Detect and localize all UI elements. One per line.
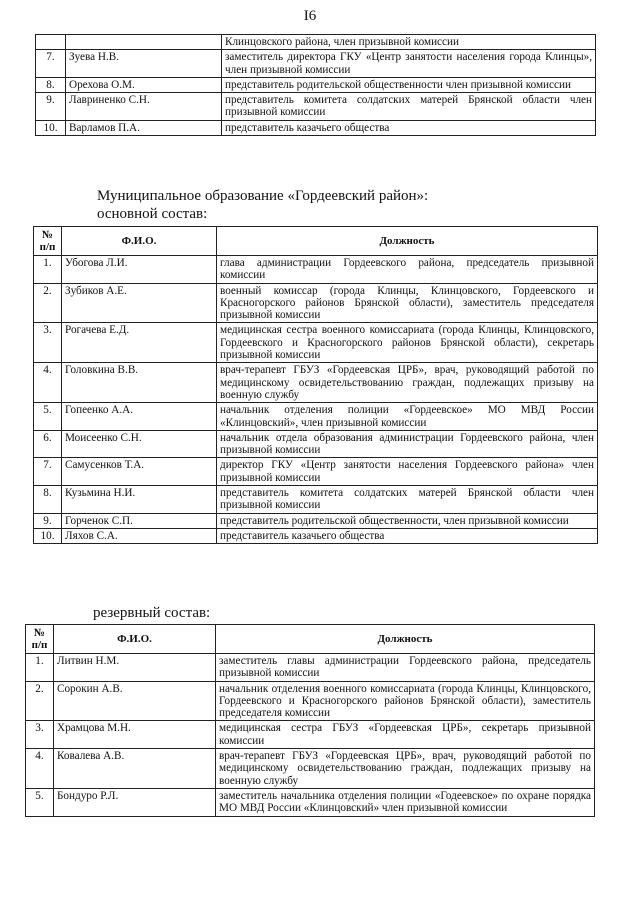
municipality-heading: Муниципальное образование «Гордеевский район»: [97,188,429,204]
member-name: Орехова О.М. [66,77,222,92]
row-number: 4. [34,363,62,403]
table-row [34,430,598,458]
member-position: представитель родительской общественности член призывной комиссии [222,77,596,92]
member-position: представитель комитета солдатских матерей Брянской области член призывной комиссии [222,93,596,121]
member-position: представитель комитета солдатских матерей Брянской области член призывной комиссии [217,486,598,514]
member-name: Сорокин А.В. [54,681,216,721]
member-name: Горченок С.П. [62,513,217,528]
member-position: врач-терапевт ГБУЗ «Гордеевская ЦРБ», врач, руководящий работой по медицинскому освидетельствованию граждан, подлежащих призыву на военную службу [217,363,598,403]
header-name: Ф.И.О. [54,625,216,654]
table-row [34,283,598,323]
member-name: Ляхов С.А. [62,528,217,543]
row-number: 1. [26,654,54,682]
table-row [34,458,598,486]
row-number: 9. [34,513,62,528]
reserve-composition-subheading: резервный состав: [93,605,211,621]
header-name: Ф.И.О. [62,227,217,256]
member-position: начальник отдела образования администрации Гордеевского района, член призывной комиссии [217,430,598,458]
table-header-row [34,227,598,256]
member-name: Гопеенко А.А. [62,403,217,431]
member-position: директор ГКУ «Центр занятости населения Гордеевского района» член призывной комиссии [217,458,598,486]
table-row [26,749,595,789]
header-num: № п/п [26,625,54,654]
member-name: Зубиков А.Е. [62,283,217,323]
member-name: Кузьмина Н.И. [62,486,217,514]
page-number: I6 [303,8,317,24]
table-row [36,120,596,135]
table-row [34,513,598,528]
commission-table-top [35,34,596,136]
member-name: Рогачева Е.Д. [62,323,217,363]
member-name: Ковалева А.В. [54,749,216,789]
row-number: 10. [36,120,66,135]
member-name: Лавриненко С.Н. [66,93,222,121]
table-row [34,363,598,403]
member-position: врач-терапевт ГБУЗ «Гордеевская ЦРБ», врач, руководящий работой по медицинскому освидетельствованию граждан, подлежащих призыву на военную службу [216,749,595,789]
table-body [36,35,596,136]
row-number: 2. [34,283,62,323]
member-position: медицинская сестра ГБУЗ «Гордеевская ЦРБ», секретарь призывной комиссии [216,721,595,749]
member-position: представитель казачьего общества [217,528,598,543]
member-name: Литвин Н.М. [54,654,216,682]
row-number: 3. [26,721,54,749]
table-header-row [26,625,595,654]
member-name: Убогова Л.И. [62,256,217,284]
table-row [36,50,596,78]
main-composition-subheading: основной состав: [97,206,208,222]
member-name: Головкина В.В. [62,363,217,403]
member-position: начальник отделения полиции «Гордеевское» МО МВД России «Клинцовский», член призывной комиссии [217,403,598,431]
member-position: заместитель директора ГКУ «Центр занятости населения города Клинцы», член призывной комиссии [222,50,596,78]
row-number: 4. [26,749,54,789]
row-number: 7. [36,50,66,78]
member-position: заместитель начальника отделения полиции «Годеевское» по охране порядка МО МВД России «Клинцовский» член призывной комиссии [216,788,595,816]
row-number: 9. [36,93,66,121]
table-row [36,77,596,92]
row-number: 5. [26,788,54,816]
table-row [34,403,598,431]
header-position: Должность [216,625,595,654]
main-composition-table [33,226,598,544]
member-position: представитель родительской общественности, член призывной комиссии [217,513,598,528]
row-number: 3. [34,323,62,363]
row-number [36,35,66,50]
row-number: 2. [26,681,54,721]
table-row [26,681,595,721]
table-row [26,654,595,682]
row-number: 5. [34,403,62,431]
member-name: Храмцова М.Н. [54,721,216,749]
member-position: начальник отделения военного комиссариата (города Клинцы, Клинцовского, Гордеевского и Красногорского районов Брянской области), заместитель председателя комиссии [216,681,595,721]
table-row [26,721,595,749]
member-name: Варламов П.А. [66,120,222,135]
row-number: 8. [34,486,62,514]
table-row [34,323,598,363]
header-position: Должность [217,227,598,256]
member-position: глава администрации Гордеевского района, председатель призывной комиссии [217,256,598,284]
table-row [36,35,596,50]
table-row [26,788,595,816]
member-position: заместитель главы администрации Гордеевского района, председатель призывной комиссии [216,654,595,682]
table-row [34,486,598,514]
table-row [34,256,598,284]
member-name: Самусенков Т.А. [62,458,217,486]
table-body [34,256,598,544]
member-position: Клинцовского района, член призывной комиссии [222,35,596,50]
reserve-composition-table [25,624,595,817]
row-number: 10. [34,528,62,543]
row-number: 1. [34,256,62,284]
table-row [34,528,598,543]
member-name: Моисеенко С.Н. [62,430,217,458]
row-number: 7. [34,458,62,486]
table-body [26,654,595,817]
member-name: Бондуро Р.Л. [54,788,216,816]
header-num: № п/п [34,227,62,256]
row-number: 8. [36,77,66,92]
member-position: медицинская сестра военного комиссариата (города Клинцы, Клинцовского, Гордеевского и Красногорского районов Брянской области), секретарь призывной комиссии [217,323,598,363]
member-name: Зуева Н.В. [66,50,222,78]
member-name [66,35,222,50]
row-number: 6. [34,430,62,458]
member-position: представитель казачьего общества [222,120,596,135]
table-row [36,93,596,121]
member-position: военный комиссар (города Клинцы, Клинцовского, Гордеевского и Красногорского районов Брянской области), заместитель председателя призывной комиссии [217,283,598,323]
